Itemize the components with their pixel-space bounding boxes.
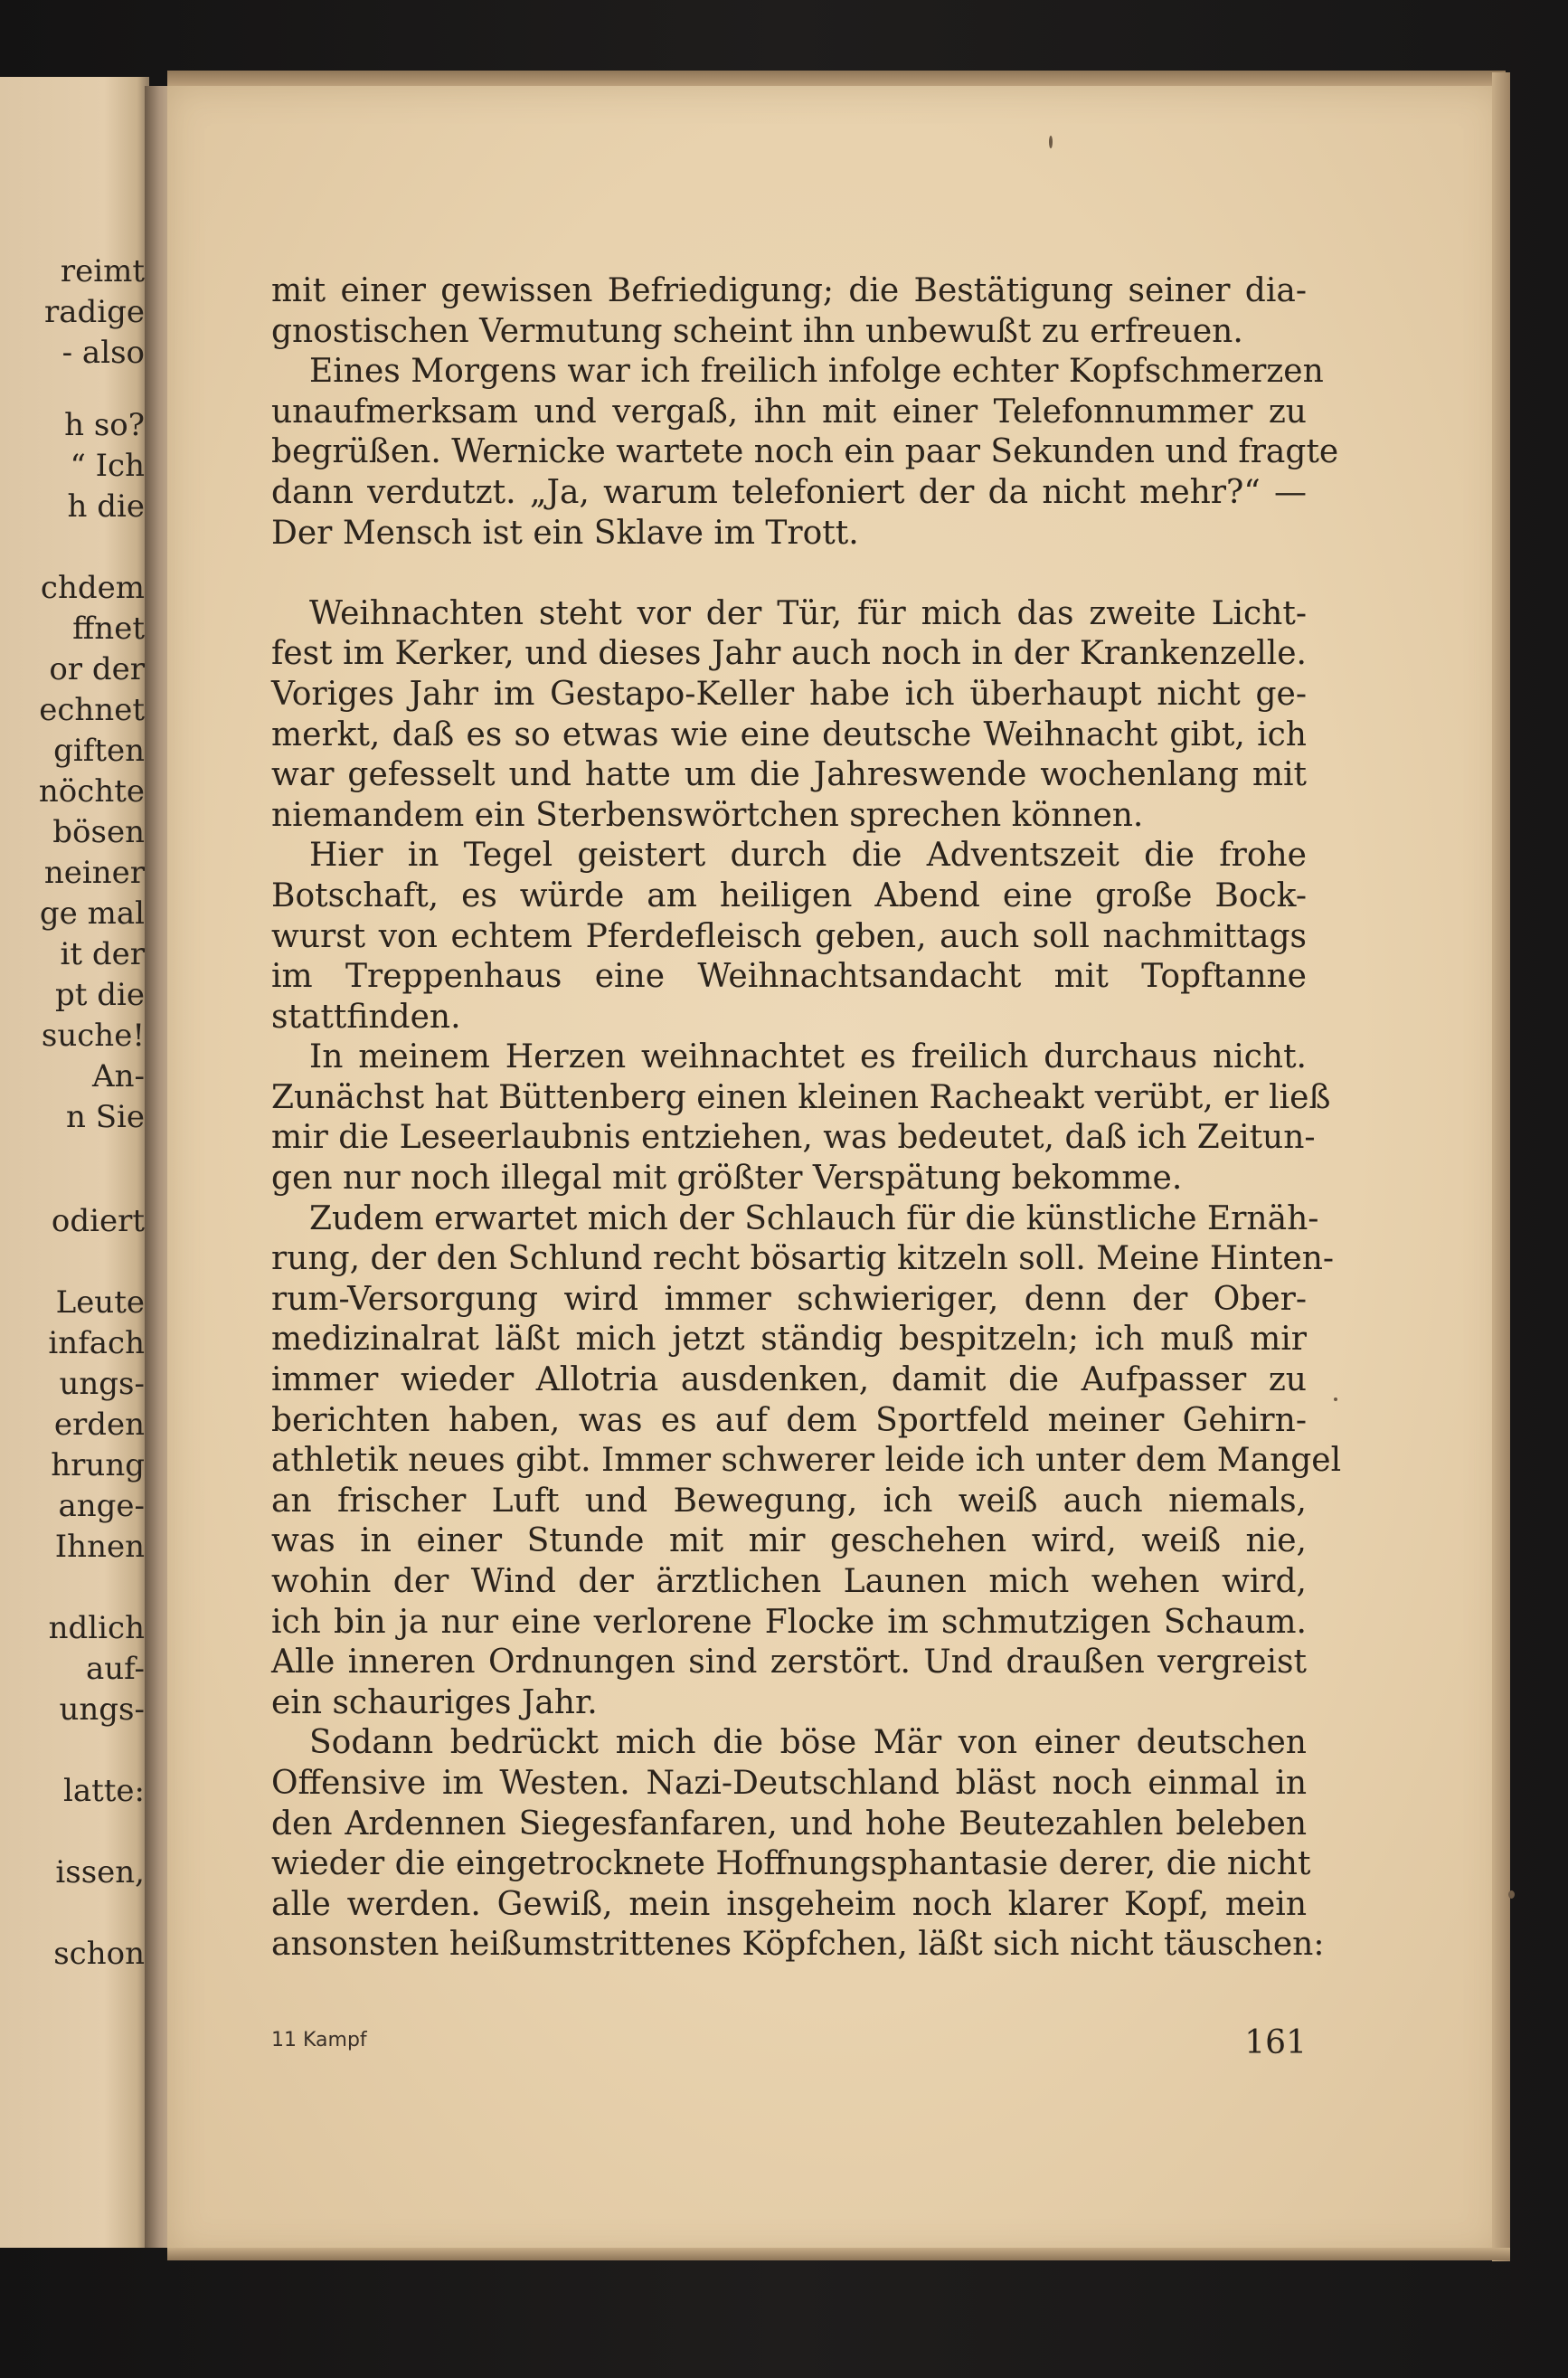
paper-speck <box>1334 1397 1337 1401</box>
text-line: den Ardennen Siegesfanfaren, und hohe Beutezahlen beleben <box>271 1805 1307 1843</box>
left-fragment: it der <box>60 936 145 972</box>
text-line: Hier in Tegel geistert durch die Adventszeit die frohe <box>309 837 1307 875</box>
text-line: athletik neues gibt. Immer schwerer leide ich unter dem Mangel <box>271 1442 1342 1480</box>
left-fragment: reimt <box>60 253 145 289</box>
body-text <box>271 271 1342 1966</box>
text-line: Zudem erwartet mich der Schlauch für die künstliche Ernäh- <box>309 1199 1319 1237</box>
text-line: dann verdutzt. „Ja, warum telefoniert der da nicht mehr?“ — <box>271 473 1307 511</box>
left-fragment: erden <box>53 1407 145 1443</box>
printer-signature: 11 Kampf <box>271 2029 367 2051</box>
left-fragment: n Sie <box>66 1099 145 1135</box>
text-line: mir die Leseerlaubnis entziehen, was bedeutet, daß ich Zeitun- <box>271 1119 1316 1157</box>
left-fragment: An- <box>92 1058 145 1094</box>
left-fragment: neiner <box>43 855 145 891</box>
left-fragment: or der <box>49 651 145 687</box>
text-line: Sodann bedrückt mich die böse Mär von einer deutschen <box>309 1724 1307 1762</box>
text-line: Alle inneren Ordnungen sind zerstört. Und draußen vergreist <box>271 1644 1307 1682</box>
text-line: an frischer Luft und Bewegung, ich weiß auch niemals, <box>271 1482 1307 1520</box>
text-line: medizinalrat läßt mich jetzt ständig bespitzeln; ich muß mir <box>271 1321 1307 1359</box>
text-line: merkt, daß es so etwas wie eine deutsche Weihnacht gibt, ich <box>271 715 1307 753</box>
text-line: berichten haben, was es auf dem Sportfeld meiner Gehirn- <box>271 1401 1307 1439</box>
text-line: rung, der den Schlund recht bösartig kitzeln soll. Meine Hinten- <box>271 1240 1335 1278</box>
left-fragment: ungs- <box>59 1691 145 1728</box>
left-fragment: “ Ich <box>70 448 145 484</box>
text-line: war gefesselt und hatte um die Jahreswende wochenlang mit <box>271 756 1307 794</box>
left-fragment: echnet <box>39 692 145 728</box>
page-number: 161 <box>1244 2024 1307 2061</box>
left-fragment: ge mal <box>39 895 145 932</box>
paragraph-gap <box>271 554 1307 594</box>
text-line: In meinem Herzen weihnachtet es freilich durchaus nicht. <box>309 1038 1307 1076</box>
text-line: rum-Versorgung wird immer schwieriger, denn der Ober- <box>271 1280 1307 1318</box>
left-fragment: hrung <box>51 1447 145 1483</box>
left-fragment: chdem <box>40 570 145 606</box>
text-line: alle werden. Gewiß, mein insgeheim noch klarer Kopf, mein <box>271 1885 1307 1923</box>
paper-speck <box>1049 136 1053 148</box>
text-line: Voriges Jahr im Gestapo-Keller habe ich überhaupt nicht ge- <box>271 675 1307 713</box>
text-line: Weihnachten steht vor der Tür, für mich das zweite Licht- <box>309 594 1307 632</box>
left-fragment: infach <box>48 1325 145 1361</box>
text-line: Zunächst hat Büttenberg einen kleinen Racheakt verübt, er ließ <box>271 1078 1331 1116</box>
left-facing-page <box>0 77 149 2248</box>
text-line: begrüßen. Wernicke wartete noch ein paar Sekunden und fragte <box>271 433 1339 471</box>
text-line: was in einer Stunde mit mir geschehen wird, weiß nie, <box>271 1522 1307 1560</box>
text-line: Eines Morgens war ich freilich infolge echter Kopfschmerzen <box>309 353 1324 391</box>
left-fragment: ffnet <box>72 611 145 647</box>
text-line: unaufmerksam und vergaß, ihn mit einer Telefonnummer zu <box>271 393 1307 431</box>
text-line: gnostischen Vermutung scheint ihn unbewußt zu erfreuen. <box>271 312 1243 350</box>
text-line: wieder die eingetrocknete Hoffnungsphantasie derer, die nicht <box>271 1845 1311 1883</box>
text-line: niemandem ein Sterbenswörtchen sprechen können. <box>271 796 1144 834</box>
text-line: ein schauriges Jahr. <box>271 1683 598 1721</box>
text-line: gen nur noch illegal mit größter Verspätung bekomme. <box>271 1160 1183 1198</box>
left-fragment: odiert <box>51 1203 145 1239</box>
text-line: mit einer gewissen Befriedigung; die Bestätigung seiner dia- <box>271 272 1307 309</box>
left-fragment: suche! <box>41 1018 145 1054</box>
text-line: ich bin ja nur eine verlorene Flocke im schmutzigen Schaum. <box>271 1603 1307 1641</box>
left-fragment: issen, <box>55 1854 145 1890</box>
left-fragment: pt die <box>55 977 145 1013</box>
left-fragment: auf- <box>85 1651 145 1687</box>
text-line: Offensive im Westen. Nazi-Deutschland bläst noch einmal in <box>271 1764 1307 1802</box>
left-fragment: schon <box>53 1936 145 1972</box>
left-fragment: ungs- <box>59 1366 145 1402</box>
left-fragment: radige <box>43 294 145 330</box>
left-fragment: latte: <box>62 1773 145 1809</box>
text-line: immer wieder Allotria ausdenken, damit die Aufpasser zu <box>271 1361 1307 1399</box>
left-fragment: Ihnen <box>54 1529 145 1565</box>
left-fragment: ndlich <box>48 1610 145 1646</box>
text-line: Der Mensch ist ein Sklave im Trott. <box>271 514 859 552</box>
text-line: stattfinden. <box>271 998 461 1036</box>
left-fragment: - also <box>61 335 145 371</box>
left-fragment: bösen <box>52 814 145 850</box>
left-fragment: ange- <box>58 1488 145 1524</box>
left-fragment: Leute <box>55 1284 145 1321</box>
left-fragment: nöchte <box>38 773 145 810</box>
text-line: Botschaft, es würde am heiligen Abend eine große Bock- <box>271 876 1307 914</box>
text-line: wurst von echtem Pferdefleisch geben, auch soll nachmittags <box>271 917 1307 955</box>
left-fragment: h die <box>67 488 145 525</box>
text-line: ansonsten heißumstrittenes Köpfchen, läßt sich nicht täuschen: <box>271 1926 1325 1964</box>
left-fragment: h so? <box>64 407 145 443</box>
paper-speck <box>1508 1890 1515 1899</box>
text-line: wohin der Wind der ärztlichen Launen mich wehen wird, <box>271 1563 1307 1600</box>
text-line: im Treppenhaus eine Weihnachtsandacht mit Topftanne <box>271 958 1307 996</box>
page-right-edge <box>1492 72 1510 2261</box>
text-line: fest im Kerker, und dieses Jahr auch noch in der Krankenzelle. <box>271 635 1307 673</box>
left-fragment: giften <box>53 733 145 769</box>
page-bottom-edge <box>167 2248 1510 2260</box>
